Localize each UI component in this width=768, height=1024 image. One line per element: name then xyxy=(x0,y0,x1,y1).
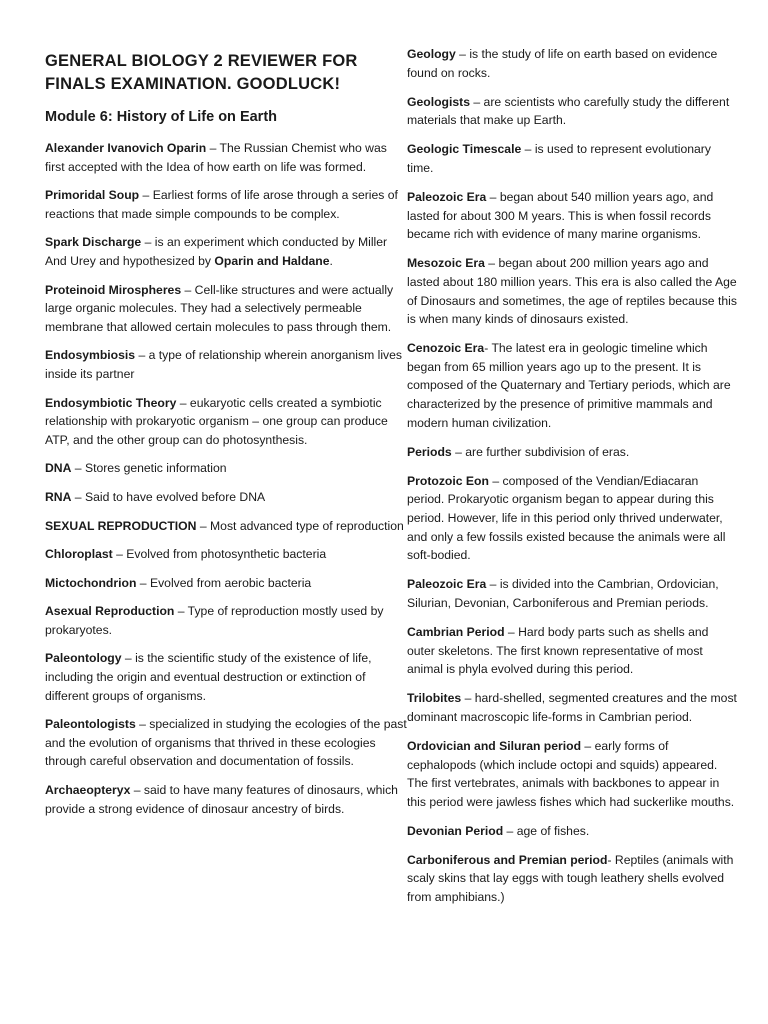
entry-term: Mesozoic Era xyxy=(407,256,485,271)
entry-term: Cenozoic Era xyxy=(407,341,485,356)
entry-term: Paleontologists xyxy=(45,717,136,732)
entry-term: Geologic Timescale xyxy=(407,142,522,157)
glossary-entry xyxy=(45,781,407,818)
glossary-entry xyxy=(407,140,737,177)
entry-definition: – early forms of cephalopods (which include octopi and squids) appeared. The first vertebrates, animals with backbones to appear in this period were jawless fishes which had suckerlike mouths. xyxy=(407,738,735,809)
entry-term: Protozoic Eon xyxy=(407,473,489,488)
module-title: Module 6: History of Life on Earth xyxy=(45,109,278,125)
entry-definition: – Said to have evolved before DNA xyxy=(71,489,266,504)
glossary-entry xyxy=(45,649,407,705)
glossary-entry xyxy=(407,689,737,726)
glossary-entry xyxy=(407,575,737,612)
glossary-entry xyxy=(45,574,407,593)
glossary-entry xyxy=(45,186,407,223)
entry-term: Endosymbiosis xyxy=(45,348,136,363)
entry-term: Paleozoic Era xyxy=(407,577,487,592)
glossary-entry xyxy=(45,545,407,564)
entry-term: Trilobites xyxy=(407,691,462,706)
entry-definition: – specialized in studying the ecologies of the past and the evolution of organisms that thrived in these ecologies through careful observation and documentation of fossils. xyxy=(45,717,407,769)
glossary-entry xyxy=(45,281,407,337)
entry-term: Endosymbiotic Theory xyxy=(45,395,177,410)
glossary-entry xyxy=(407,45,737,82)
entry-term: Chloroplast xyxy=(45,547,113,562)
glossary-entry xyxy=(407,93,737,130)
glossary-entry xyxy=(45,233,407,270)
document-title: GENERAL BIOLOGY 2 REVIEWER FOR FINALS EXAMINATION. GOODLUCK! xyxy=(45,52,358,93)
entry-definition: – composed of the Vendian/Ediacaran period. Prokaryotic organism began to appear during this period. However, life in this period only thrived underwater, and only a few fossils existed because the animals were all soft-bodied. xyxy=(407,473,726,563)
entry-definition: – The Russian Chemist who was first accepted with the Idea of how earth on life was formed. xyxy=(45,141,387,174)
glossary-entry xyxy=(407,254,737,328)
entry-definition: – Most advanced type of reproduction xyxy=(196,518,404,533)
right-column xyxy=(407,45,737,1024)
glossary-entry xyxy=(45,459,407,478)
entry-definition: – Evolved from photosynthetic bacteria xyxy=(112,547,327,562)
entry-definition: – a type of relationship wherein anorganism lives inside its partner xyxy=(45,348,402,381)
entry-definition: – Type of reproduction mostly used by prokaryotes. xyxy=(45,604,384,637)
entry-definition: – is used to represent evolutionary time. xyxy=(407,142,711,175)
glossary-entry xyxy=(407,822,737,841)
entry-definition: – Hard body parts such as shells and outer skeletons. The first known representative of most animal is phyla evolved during this period. xyxy=(407,624,709,677)
entry-definition: – is an experiment which conducted by Miller And Urey and hypothesized by xyxy=(45,235,388,268)
entry-term: Asexual Reproduction xyxy=(45,604,175,619)
entry-definition-end: . xyxy=(329,253,333,268)
entry-term: Ordovician and Siluran period xyxy=(407,738,582,753)
glossary-entry xyxy=(45,394,407,450)
entry-definition: – eukaryotic cells created a symbiotic relationship with prokaryotic organism – one group can produce ATP, and the other group can do photosynthesis. xyxy=(45,395,388,447)
entry-term: Devonian Period xyxy=(407,823,504,838)
glossary-entry xyxy=(45,139,407,176)
entry-definition: – age of fishes. xyxy=(503,823,590,838)
entry-term: RNA xyxy=(45,489,72,504)
entry-term: Cambrian Period xyxy=(407,624,505,639)
entry-term: Archaeopteryx xyxy=(45,783,131,798)
entry-term: Paleontology xyxy=(45,651,122,666)
entry-term: Paleozoic Era xyxy=(407,190,487,205)
entry-term: Geology xyxy=(407,47,456,61)
glossary-entry xyxy=(407,851,737,907)
entry-term-secondary: Oparin and Haldane xyxy=(214,253,330,268)
entry-definition: – are scientists who carefully study the different materials that make up Earth. xyxy=(407,94,730,128)
entry-definition: – Evolved from aerobic bacteria xyxy=(136,575,312,590)
entry-term: DNA xyxy=(45,461,72,476)
glossary-entry xyxy=(45,517,407,536)
entry-definition: – Stores genetic information xyxy=(71,461,227,476)
entry-definition: – began about 200 million years ago and lasted about 180 million years. This era is also called the Age of Dinosaurs and sometimes, the age of reptiles because this is when many kinds of dinosaurs existed. xyxy=(407,256,737,327)
glossary-entry xyxy=(45,602,407,639)
entry-term: Proteinoid Mirospheres xyxy=(45,282,182,297)
entry-definition: – began about 540 million years ago, and lasted for about 300 M years. This is when fossil records became rich with evidence of many marine organisms. xyxy=(407,190,714,242)
entry-definition: – Cell-like structures and were actually large organic molecules. They had a selectively permeable membrane that allowed certain molecules to pass through them. xyxy=(45,282,394,334)
entry-definition: – is the scientific study of the existence of life, including the origin and eventual destruction or extinction of different groups of organisms. xyxy=(45,651,372,703)
glossary-entry xyxy=(45,715,407,771)
glossary-entry xyxy=(407,472,737,565)
entry-definition: - Reptiles (animals with scaly skins that lay eggs with tough leathery shells evolved from amphibians.) xyxy=(407,852,734,905)
left-column xyxy=(45,45,407,1024)
glossary-entry xyxy=(45,488,407,507)
entry-definition: – are further subdivision of eras. xyxy=(451,444,630,459)
glossary-entry xyxy=(407,737,737,811)
entry-definition: - The latest era in geologic timeline which began from 65 million years ago up to the present. It is composed of the Quaternary and Tertiary periods, which are characterized by the presence of primitive mammals and modern human civilization. xyxy=(407,341,731,430)
entry-definition: – is the study of life on earth based on evidence found on rocks. xyxy=(407,47,718,80)
entry-term: Alexander Ivanovich Oparin xyxy=(45,141,207,155)
glossary-entry xyxy=(407,339,737,432)
entry-term: Periods xyxy=(407,444,452,459)
entry-term: Carboniferous and Premian period xyxy=(407,852,608,867)
glossary-entry xyxy=(407,443,737,462)
entry-term: Primoridal Soup xyxy=(45,188,140,203)
entry-definition: – hard-shelled, segmented creatures and the most dominant macroscopic life-forms in Cambrian period. xyxy=(407,691,737,724)
entry-term: Mictochondrion xyxy=(45,575,137,590)
glossary-entry xyxy=(407,188,737,244)
glossary-entry xyxy=(45,346,407,383)
entry-term: Geologists xyxy=(407,94,470,109)
entry-term: SEXUAL REPRODUCTION xyxy=(45,518,197,533)
entry-definition: – is divided into the Cambrian, Ordovician, Silurian, Devonian, Carboniferous and Premian periods. xyxy=(407,577,719,610)
glossary-entry xyxy=(407,623,737,679)
entry-definition: – Earliest forms of life arose through a series of reactions that made simple compounds to be complex. xyxy=(45,188,398,221)
entry-definition: – said to have many features of dinosaurs, which provide a strong evidence of dinosaur ancestry of birds. xyxy=(45,783,398,816)
entry-term: Spark Discharge xyxy=(45,235,142,250)
